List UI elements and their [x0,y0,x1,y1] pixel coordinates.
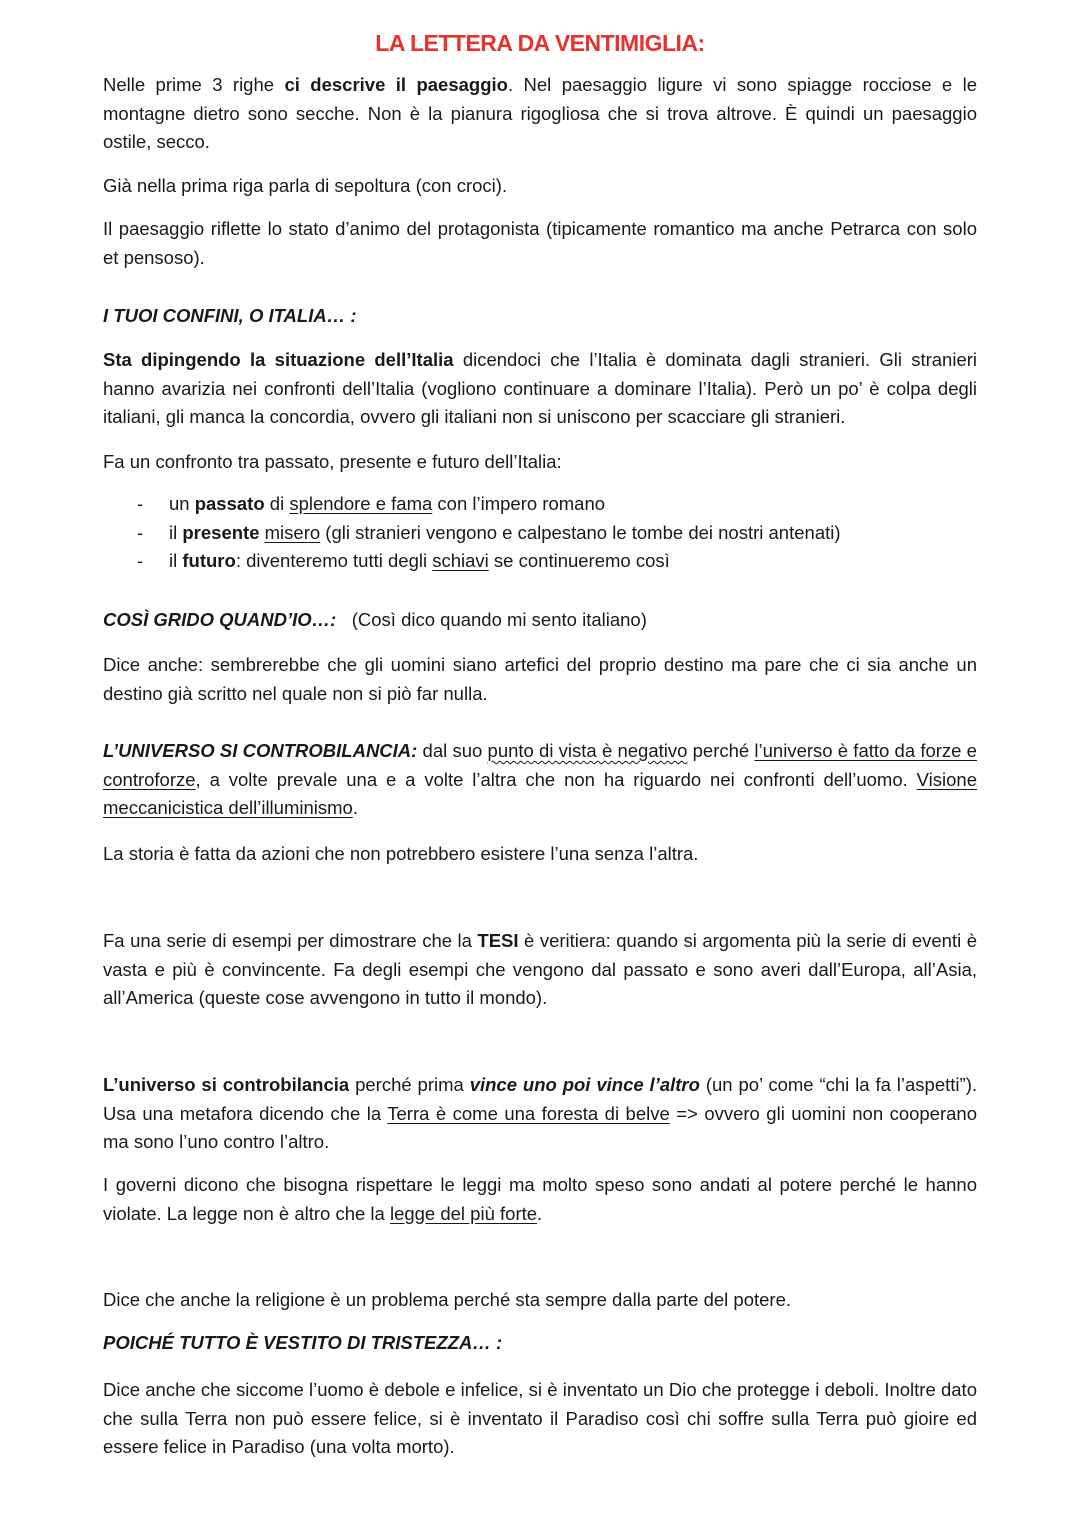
text-run: perché prima [349,1074,470,1095]
text-run: => ovvero gli uomini non cooperano ma sono l’uno contro l’altro. [103,1102,978,1152]
comparison-list [103,490,977,576]
text-run: Fa una serie di esempi per dimostrare che la [103,930,478,951]
text-run: se continueremo così [488,550,670,571]
bold-text: futuro [182,550,236,571]
text-run: Nelle prime 3 righe [103,74,285,95]
paragraph-comparison: Fa un confronto tra passato, presente e futuro dell’Italia: [103,451,562,472]
section-heading-tristezza: POICHÉ TUTTO È VESTITO DI TRISTEZZA… : [103,1332,503,1353]
list-item [103,519,977,548]
underlined-text: l’universo è fatto da forze e controforze [103,740,977,790]
underlined-text: Terra è come una foresta di belve [387,1102,670,1124]
text-run: , a volte prevale una e a volte l’altra che non ha riguardo nei confronti dell’uomo. [195,768,917,790]
text-run: : diventeremo tutti degli [235,550,433,571]
paragraph-history: La storia è fatta da azioni che non potrebbero esistere l’una senza l’altra. [103,843,699,864]
text-run: il [169,521,183,543]
bold-text: TESI [477,930,519,951]
list-dash: - [137,493,144,514]
section-heading-confini: I TUOI CONFINI, O ITALIA… : [103,305,357,326]
text-run: dal suo [417,740,488,761]
text-run: un [169,493,195,514]
paragraph-governments [103,1171,977,1228]
text-run: . [537,1202,543,1224]
underlined-text: splendore e fama [289,493,433,514]
text-run: . Nel paesaggio ligure vi sono spiagge rocciose e le montagne dietro sono secche. Non è la pianura rigogliosa che si trova altrove. È quindi un paesaggio ostile, secco. [103,74,978,152]
heading-text: COSÌ GRIDO QUAND’IO…: [103,609,337,630]
text-run: il [169,550,183,571]
text-run: perché [687,740,755,761]
list-dash: - [137,550,144,571]
paragraph-god: Dice anche che siccome l’uomo è debole e infelice, si è inventato un Dio che protegge i deboli. Inoltre dato che sulla Terra non può essere felice, si è inventato il Paradiso così chi soffre sulla Terra può gioire ed essere felice in Paradiso (una volta morto). [103,1379,977,1457]
underlined-text: misero [264,521,321,543]
document-title: LA LETTERA DA VENTIMIGLIA: [375,30,705,56]
text-run: I governi dicono che bisogna rispettare le leggi ma molto speso sono andati al potere perché le hanno violate. La legge non è altro che la [103,1174,977,1224]
paragraph-religion: Dice che anche la religione è un problema perché sta sempre dalla parte del potere. [103,1289,791,1310]
paragraph-mood: Il paesaggio riflette lo stato d’animo del protagonista (tipicamente romantico ma anche Petrarca con solo et pensoso). [103,218,977,268]
underlined-text: Visione meccanicistica dell’illuminismo [103,768,977,818]
paragraph-controbilancia [103,1071,977,1157]
text-run: (un po’ come “chi la fa l’aspetti”). Usa una metafora dicendo che la [103,1074,977,1124]
text-run: è veritiera: quando si argomenta più la serie di eventi è vasta e più è convincente. Fa degli esempi che vengono dal passato e sono averi dall’Europa, all’Asia, all’America (queste cose avvengono in tutto il mondo). [103,930,978,1008]
text-run: di [264,493,290,514]
paragraph-examples [103,927,977,1013]
bold-italic-text: L’UNIVERSO SI CONTROBILANCIA: [103,740,418,761]
section-heading-grido [103,606,977,635]
paragraph-destiny: Dice anche: sembrerebbe che gli uomini siano artefici del proprio destino ma pare che ci sia anche un destino già scritto nel quale non si piò far nulla. [103,654,977,704]
list-item [103,547,977,576]
heading-note: (Così dico quando mi sento italiano) [336,609,647,630]
paragraph-landscape [103,71,977,157]
list-item [103,490,977,519]
paragraph-italy-situation [103,346,977,432]
underlined-text: legge del più forte [389,1202,538,1224]
text-run: con l’impero romano [432,493,606,514]
wavy-underlined-text: punto di vista è negativo [487,740,688,761]
bold-text: presente [182,521,260,543]
paragraph-universe [103,737,977,823]
bold-italic-text: vince uno poi vince l’altro [469,1074,700,1095]
text-run: (gli stranieri vengono e calpestano le tombe dei nostri antenati) [320,521,841,543]
bold-text: L’universo si controbilancia [103,1074,350,1095]
text-run: . [352,797,358,818]
bold-text: ci descrive il paesaggio [284,74,508,95]
bold-text: Sta dipingendo la situazione dell’Italia [103,349,454,370]
underlined-text: schiavi [432,550,489,571]
list-dash: - [137,521,144,543]
paragraph-burial: Già nella prima riga parla di sepoltura (con croci). [103,175,508,196]
bold-text: passato [194,493,265,514]
text-run: dicendoci che l’Italia è dominata dagli stranieri. Gli stranieri hanno avarizia nei confronti dell’Italia (vogliono continuare a dominare l’Italia). Però un po’ è colpa degli italiani, gli manca la concordia, ovvero gli italiani non si uniscono per scacciare gli stranieri. [103,349,978,427]
